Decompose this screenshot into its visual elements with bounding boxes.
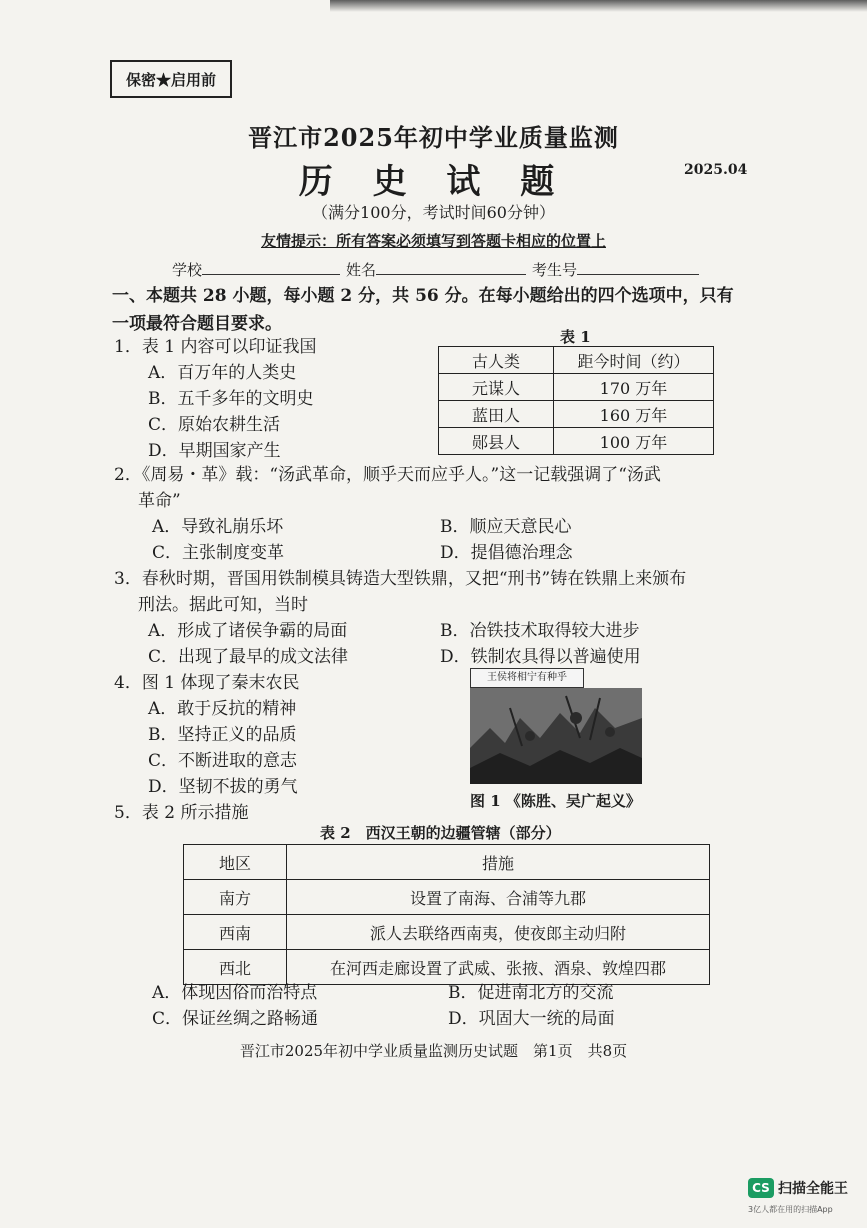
q4-option-a: A．敢于反抗的精神 <box>148 699 297 719</box>
q1-option-a: A．百万年的人类史 <box>148 363 297 383</box>
figure1-banner: 王侯将相宁有种乎 <box>470 668 584 688</box>
table-row <box>439 428 714 455</box>
table1-cell: 160 万年 <box>554 401 714 428</box>
exam-no-label: 考生号 <box>532 261 578 279</box>
q3-stem-line1: 3．春秋时期，晋国用铁制模具铸造大型铁鼎，又把“刑书”铸在铁鼎上来颁布 <box>114 569 687 589</box>
table2-cell: 设置了南海、合浦等九郡 <box>287 880 710 915</box>
table1-cell: 170 万年 <box>554 374 714 401</box>
table-2 <box>183 844 710 985</box>
school-label: 学校 <box>172 261 203 279</box>
table1-caption: 表 1 <box>560 328 591 346</box>
table2-cell: 西北 <box>184 950 287 985</box>
q2-option-a: A．导致礼崩乐坏 <box>152 517 284 537</box>
table2-cell: 在河西走廊设置了武威、张掖、酒泉、敦煌四郡 <box>287 950 710 985</box>
figure1-uprising-illustration <box>470 688 642 784</box>
name-blank[interactable] <box>376 258 526 275</box>
q3-option-d: D．铁制农具得以普遍使用 <box>440 647 641 667</box>
q3-option-b: B．冶铁技术取得较大进步 <box>440 621 640 641</box>
table-row <box>184 880 710 915</box>
section-line-2: 一项最符合题目要求。 <box>112 314 282 334</box>
table2-cell: 南方 <box>184 880 287 915</box>
q3-option-a: A．形成了诸侯争霸的局面 <box>148 621 348 641</box>
school-blank[interactable] <box>202 258 340 275</box>
table-1 <box>438 346 714 455</box>
friendly-tip <box>0 230 867 251</box>
q2-stem-line1: 2．《周易・革》载：“汤武革命，顺乎天而应乎人。”这一记载强调了“汤武 <box>114 465 661 485</box>
table2-caption: 表 2 西汉王朝的边疆管辖（部分） <box>320 824 561 842</box>
q4-stem: 4．图 1 体现了秦末农民 <box>114 673 300 693</box>
table1-header: 距今时间（约） <box>554 347 714 374</box>
exam-title: 晋江市2025年初中学业质量监测 <box>248 123 619 152</box>
friendly-tip-text: 友情提示：所有答案必须填写到答题卡相应的位置上 <box>260 232 606 250</box>
section-instructions <box>112 282 772 338</box>
q3-option-c: C．出现了最早的成文法律 <box>148 647 349 667</box>
q1-option-d: D．早期国家产生 <box>148 441 281 461</box>
camscanner-logo-icon: CS <box>748 1178 774 1198</box>
uprising-scene-image <box>470 688 642 784</box>
q1-option-b: B．五千多年的文明史 <box>148 389 314 409</box>
student-info-fields <box>172 258 705 280</box>
table2-header: 措施 <box>287 845 710 880</box>
q4-option-d: D．坚韧不拔的勇气 <box>148 777 298 797</box>
q2-option-d: D．提倡德治理念 <box>440 543 573 563</box>
score-time-note: （满分100分，考试时间60分钟） <box>312 203 555 222</box>
q3-stem-line2: 刑法。据此可知，当时 <box>138 595 308 615</box>
scan-shadow <box>330 0 867 12</box>
exam-date: 2025.04 <box>684 162 748 178</box>
q5-option-d: D．巩固大一统的局面 <box>448 1009 615 1029</box>
name-label: 姓名 <box>346 261 377 279</box>
table2-cell: 派人去联络西南夷，使夜郎主动归附 <box>287 915 710 950</box>
q1-stem: 1．表 1 内容可以印证我国 <box>114 337 317 357</box>
camscanner-name: 扫描全能王 <box>778 1181 848 1197</box>
q5-option-b: B．促进南北方的交流 <box>448 983 614 1003</box>
table2-cell: 西南 <box>184 915 287 950</box>
q5-option-a: A．体现因俗而治特点 <box>152 983 318 1003</box>
q5-option-c: C．保证丝绸之路畅通 <box>152 1009 319 1029</box>
subject-title: 历 史 试 题 <box>298 162 569 202</box>
q4-option-b: B．坚持正义的品质 <box>148 725 297 745</box>
table1-cell: 蓝田人 <box>439 401 554 428</box>
table1-header: 古人类 <box>439 347 554 374</box>
table-row <box>184 845 710 880</box>
q2-stem-line2: 革命” <box>138 491 181 511</box>
table-row <box>439 374 714 401</box>
confidential-stamp: 保密★启用前 <box>110 60 232 98</box>
q2-option-b: B．顺应天意民心 <box>440 517 572 537</box>
figure1-caption: 图 1 《陈胜、吴广起义》 <box>470 792 641 810</box>
table2-header: 地区 <box>184 845 287 880</box>
q1-option-c: C．原始农耕生活 <box>148 415 281 435</box>
table1-cell: 郧县人 <box>439 428 554 455</box>
table1-cell: 元谋人 <box>439 374 554 401</box>
page-footer: 晋江市2025年初中学业质量监测历史试题 第1页 共8页 <box>239 1042 628 1060</box>
table-row <box>439 401 714 428</box>
camscanner-slogan: 3亿人都在用的扫描App <box>748 1205 833 1214</box>
table-row <box>184 915 710 950</box>
table-row <box>439 347 714 374</box>
section-line-1: 一、本题共 28 小题，每小题 2 分，共 56 分。在每小题给出的四个选项中，只有 <box>112 286 734 306</box>
table1-cell: 100 万年 <box>554 428 714 455</box>
q2-option-c: C．主张制度变革 <box>152 543 285 563</box>
q4-option-c: C．不断进取的意志 <box>148 751 298 771</box>
exam-no-blank[interactable] <box>577 258 699 275</box>
q5-stem: 5．表 2 所示措施 <box>114 803 249 823</box>
